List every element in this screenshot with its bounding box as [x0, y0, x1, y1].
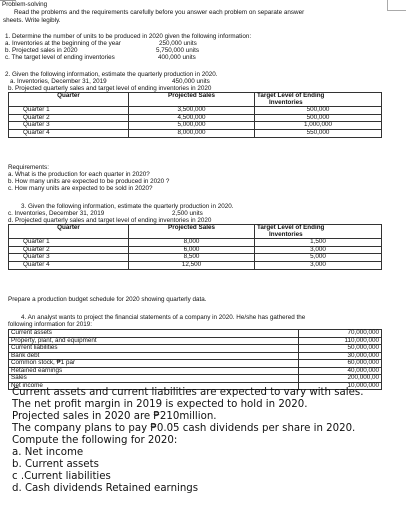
p3-q4-inv: 3,000: [255, 261, 382, 269]
p1-item-a-value: 250,000 units: [159, 40, 197, 47]
instructions-line-1: Read the problems and the requirements carefully before you answer each problem on separate answer: [14, 9, 305, 16]
p3-q2: Quarter 2: [9, 246, 129, 254]
table-row: [9, 337, 382, 345]
assumption-3: Projected sales in 2020 are ₱210million.: [12, 411, 217, 422]
p4-label-2: Current liabilities: [9, 345, 299, 353]
table-row: [9, 330, 382, 338]
p3-q1: Quarter 1: [9, 239, 129, 247]
p3-prompt: 3. Given the following information, estimate the quarterly production in 2020.: [21, 203, 234, 210]
p2-col-target-line1: Target Level of Ending: [257, 92, 325, 99]
assumption-5: Compute the following for 2020:: [12, 435, 178, 446]
p3-col-target-line1: Target Level of Ending: [257, 224, 325, 231]
p4-value-6: 200,000,00: [299, 375, 382, 383]
p3-q3: Quarter 3: [9, 254, 129, 262]
p4-label-4: Common stock, ₱1 par: [9, 360, 299, 368]
p1-item-c-value: 400,000 units: [158, 54, 196, 61]
p2-item-a-value: 450,000 units: [172, 78, 210, 85]
p2-q2: Quarter 2: [9, 114, 129, 122]
p2-q3-sales: 5,000,000: [129, 122, 255, 130]
p1-prompt: 1. Determine the number of units to be produced in 2020 given the following information:: [5, 33, 252, 40]
p2-item-a: a. Inventories, December 31, 2019: [10, 78, 107, 85]
p3-q4: Quarter 4: [9, 261, 129, 269]
p3-q2-inv: 3,000: [255, 246, 382, 254]
p2-req-a: a. What is the production for each quarter in 2020?: [8, 171, 150, 178]
answer-b: b. Current assets: [12, 459, 99, 470]
p2-req-c: c. How many units are expected to be sold in 2020?: [8, 185, 153, 192]
p3-col-quarter: Quarter: [9, 225, 129, 239]
p2-col-target: [255, 93, 382, 107]
table-row: [9, 360, 382, 368]
p2-q4: Quarter 4: [9, 129, 129, 137]
p2-q2-inv: 500,000: [255, 114, 382, 122]
p3-col-target-line2: Inventories: [269, 230, 303, 238]
p4-label-6: Sales: [9, 375, 299, 383]
p4-prompt-2: following information for 2019:: [8, 321, 93, 328]
p2-requirements-title: Requirements:: [8, 164, 49, 171]
p2-q4-inv: 550,000: [255, 129, 382, 137]
table-row: [9, 261, 382, 269]
instructions-line-2: sheets. Write legibly.: [3, 17, 61, 24]
table-row: [9, 367, 382, 375]
p2-col-target-line2: Inventories: [269, 98, 303, 106]
table-row: [9, 345, 382, 353]
p2-q3: Quarter 3: [9, 122, 129, 130]
p2-prompt: 2. Given the following information, estimate the quarterly production in 2020.: [5, 71, 218, 78]
p4-value-7: 10,000,000: [299, 382, 382, 390]
p4-value-1: 110,000,000: [299, 337, 382, 345]
p3-q1-inv: 1,500: [255, 239, 382, 247]
p4-label-7: Net income: [9, 382, 299, 390]
p3-q1-sales: 8,000: [129, 239, 255, 247]
p4-label-5: Retained earnings: [9, 367, 299, 375]
p3-item-c: c. Inventories, December 31, 2019: [8, 210, 105, 217]
p2-q2-sales: 4,500,000: [129, 114, 255, 122]
p4-label-1: Property, plant, and equipment: [9, 337, 299, 345]
p3-q4-sales: 12,500: [129, 261, 255, 269]
p1-item-c: c. The target level of ending inventories: [5, 54, 115, 61]
p2-col-sales: Projected Sales: [129, 93, 255, 107]
p4-label-0: Current assets: [9, 330, 299, 338]
p3-q3-sales: 8,500: [129, 254, 255, 262]
p2-table: [8, 92, 382, 138]
table-row: [9, 375, 382, 383]
p1-item-a: a. Inventories at the beginning of the year: [5, 40, 121, 47]
p1-item-b: b. Projected sales in 2020: [5, 47, 78, 54]
page-corner: [387, 0, 406, 11]
p4-label-3: Bank debt: [9, 352, 299, 360]
p3-item-c-value: 2,500 units: [172, 210, 203, 217]
p3-item-d: d. Projected quarterly sales and target level of ending inventories in 2020: [8, 217, 212, 224]
p3-col-sales: Projected Sales: [129, 225, 255, 239]
p3-q3-inv: 5,000: [255, 254, 382, 262]
assumption-1: Current assets and current liabilities are expected to vary with sales.: [12, 387, 364, 398]
p4-table: [8, 329, 382, 390]
p4-value-4: 60,000,000: [299, 360, 382, 368]
p3-col-target: [255, 225, 382, 239]
answer-c: c .Current liabilities: [12, 471, 111, 482]
answer-d: d. Cash dividends Retained earnings: [12, 483, 199, 494]
p2-item-b: b. Projected quarterly sales and target level of ending inventories in 2020: [8, 85, 212, 92]
p3-footer: Prepare a production budget schedule for 2020 showing quarterly data.: [8, 296, 207, 303]
answer-a: a. Net income: [12, 447, 84, 458]
p2-q1: Quarter 1: [9, 107, 129, 115]
p2-q1-inv: 500,000: [255, 107, 382, 115]
p4-value-0: 70,000,000: [299, 330, 382, 338]
p3-table: [8, 224, 382, 270]
p2-req-b: b. How many units are expected to be produced in 2020 ?: [8, 178, 170, 185]
assumption-4: The company plans to pay ₱0.05 cash dividends per share in 2020.: [12, 423, 356, 434]
p1-item-b-value: 5,750,000 units: [156, 47, 200, 54]
p2-q3-inv: 1,000,000: [255, 122, 382, 130]
p2-col-quarter: Quarter: [9, 93, 129, 107]
p2-q4-sales: 8,000,000: [129, 129, 255, 137]
p4-value-3: 30,000,000: [299, 352, 382, 360]
p4-value-2: 50,000,000: [299, 345, 382, 353]
section-header: Problem-solving: [2, 1, 48, 8]
assumption-2: The net profit margin in 2019 is expected to hold in 2020.: [12, 399, 308, 410]
p4-value-5: 40,000,000: [299, 367, 382, 375]
p4-prompt-1: 4. An analyst wants to project the financial statements of a company in 2020. He/she has gathered the: [21, 314, 306, 321]
table-row: [9, 129, 382, 137]
p2-q1-sales: 3,500,000: [129, 107, 255, 115]
p3-q2-sales: 6,000: [129, 246, 255, 254]
